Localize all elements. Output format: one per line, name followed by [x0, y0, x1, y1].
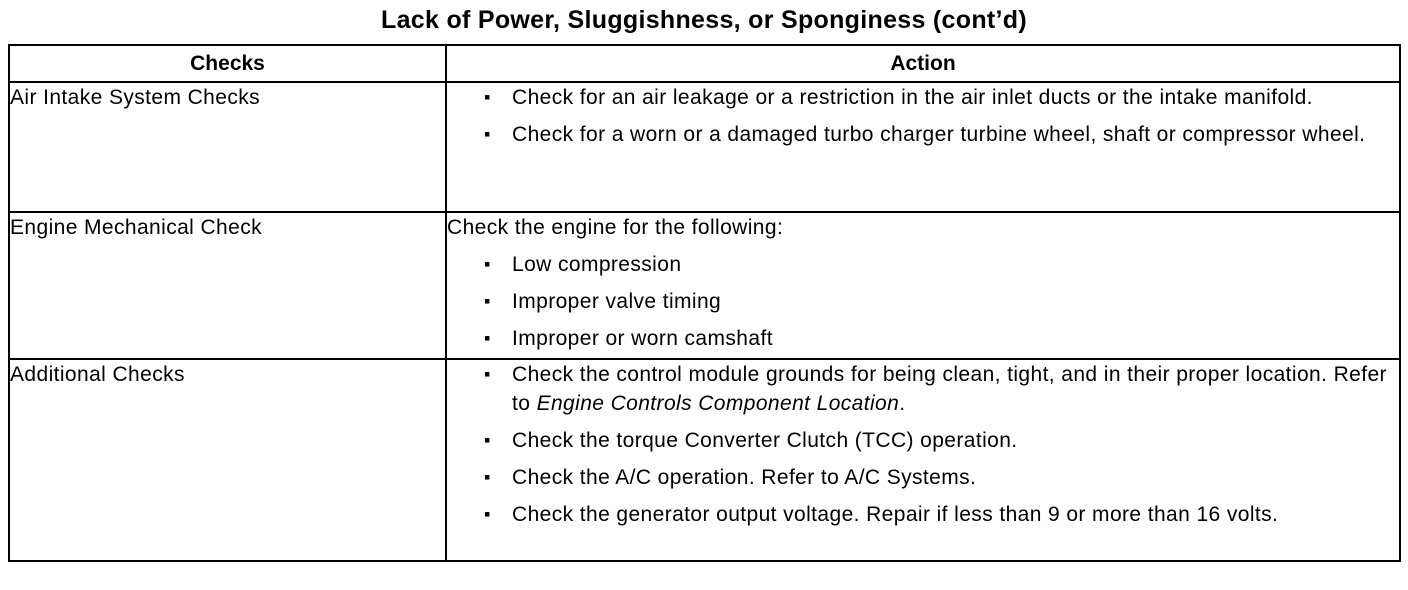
check-cell: Air Intake System Checks — [9, 82, 446, 212]
page-title: Lack of Power, Sluggishness, or Sponginess (cont’d) — [381, 6, 1027, 34]
bullet-icon: ▪ — [484, 504, 491, 524]
list-item — [447, 120, 1399, 149]
table-row — [9, 212, 1400, 359]
bullet-icon: ▪ — [484, 87, 491, 107]
reference-link-text: Engine Controls Component Location — [536, 392, 900, 415]
bullet-icon: ▪ — [484, 467, 491, 487]
diagnostic-table — [8, 44, 1401, 562]
item-text: Improper valve timing — [512, 290, 722, 313]
action-cell — [446, 212, 1400, 359]
bullet-icon: ▪ — [484, 124, 491, 144]
bullet-icon: ▪ — [484, 328, 491, 348]
list-item — [447, 463, 1399, 492]
item-text: Low compression — [512, 253, 682, 276]
action-list — [447, 83, 1399, 149]
list-item — [447, 360, 1399, 418]
list-item — [447, 500, 1399, 529]
check-cell: Additional Checks — [9, 359, 446, 561]
action-cell — [446, 82, 1400, 212]
bullet-icon: ▪ — [484, 364, 491, 384]
table-row — [9, 82, 1400, 212]
item-text: Improper or worn camshaft — [512, 327, 773, 350]
check-cell: Engine Mechanical Check — [9, 212, 446, 359]
list-item — [447, 426, 1399, 455]
item-text: Check the generator output voltage. Repair if less than 9 or more than 16 volts. — [512, 503, 1279, 526]
action-cell — [446, 359, 1400, 561]
bullet-icon: ▪ — [484, 430, 491, 450]
bullet-icon: ▪ — [484, 254, 491, 274]
item-text: Check the A/C operation. Refer to A/C Systems. — [512, 466, 977, 489]
item-text: Check the control module grounds for being clean, tight, and in their proper location. Refer to — [512, 363, 1387, 415]
header-action: Action — [446, 45, 1400, 82]
header-row — [9, 45, 1400, 82]
action-list — [447, 360, 1399, 529]
item-text: Check the torque Converter Clutch (TCC) operation. — [512, 429, 1018, 452]
list-item — [447, 287, 1399, 316]
table-row — [9, 359, 1400, 561]
header-checks: Checks — [9, 45, 446, 82]
list-item — [447, 83, 1399, 112]
list-item — [447, 250, 1399, 279]
item-text-end: . — [899, 392, 906, 415]
action-intro: Check the engine for the following: — [447, 216, 784, 239]
item-text: Check for an air leakage or a restriction in the air inlet ducts or the intake manifold. — [512, 86, 1313, 109]
list-item — [447, 324, 1399, 353]
bullet-icon: ▪ — [484, 291, 491, 311]
item-text: Check for a worn or a damaged turbo charger turbine wheel, shaft or compressor wheel. — [512, 123, 1366, 146]
action-list — [447, 250, 1399, 353]
